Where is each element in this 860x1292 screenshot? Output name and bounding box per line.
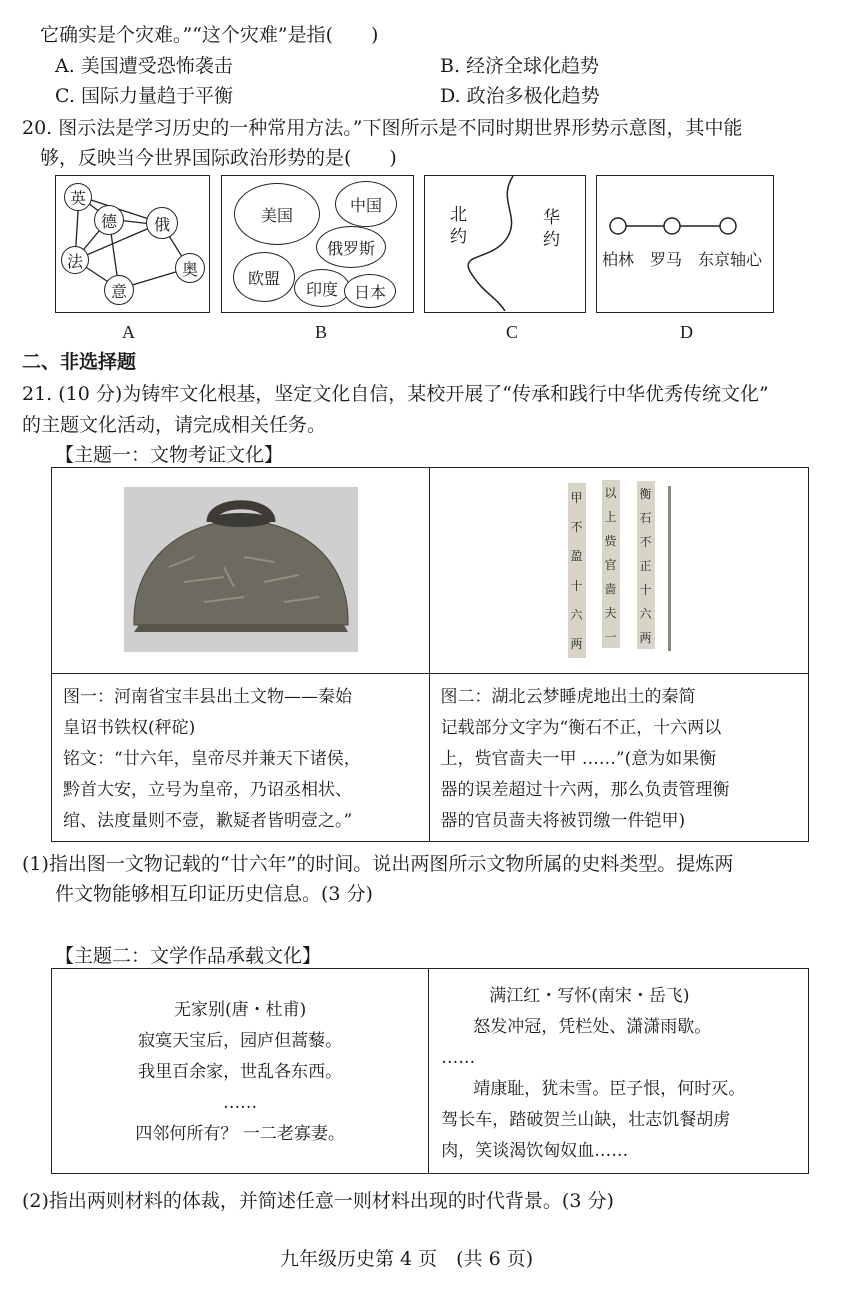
fig2-line: 记载部分文字为“衡石不正，十六两以 <box>440 718 722 738</box>
poem1-ellipsis: …… <box>223 1093 258 1113</box>
diagram-c <box>424 175 586 313</box>
circle-india: 印度 <box>294 269 350 307</box>
poem1-line: 我里百余家，世乱各东西。 <box>138 1062 343 1082</box>
circle-eu: 欧盟 <box>233 252 295 302</box>
poem1-line: 四邻何所有？ 一二老寡妻。 <box>135 1124 345 1144</box>
q20-stem-line2: 够，反映当今世界国际政治形势的是( ) <box>40 147 397 169</box>
bamboo-slips-cell <box>429 468 808 674</box>
bamboo-slip-2 <box>602 480 620 648</box>
bamboo-slip-1 <box>568 483 586 658</box>
q19-option-b: B. 经济全球化趋势 <box>440 55 600 77</box>
poem1 <box>52 969 428 1150</box>
poem2-line: 驾长车，踏破贺兰山缺，壮志饥餐胡虏 <box>441 1110 731 1130</box>
poem2-line: 肉，笑谈渴饮匈奴血…… <box>441 1141 629 1161</box>
diagram-a <box>55 175 210 313</box>
theme1-heading: 【主题一：文物考证文化】 <box>55 444 284 466</box>
section-title: 二、非选择题 <box>22 351 137 373</box>
diagram-d-caption: D <box>680 322 693 342</box>
fig1-line: 皇诏书铁权(秤砣) <box>63 718 196 738</box>
slip-char: 上 <box>604 509 617 524</box>
node-britain: 英 <box>64 183 92 211</box>
poem2-line: 靖康耻，犹未雪。臣子恨，何时灭。 <box>473 1079 746 1099</box>
node-italy: 意 <box>104 275 134 305</box>
poem2 <box>429 969 808 1167</box>
q21-stem-line2: 的主题文化活动，请完成相关任务。 <box>22 414 327 436</box>
slip-char: 六 <box>639 606 652 621</box>
slip-char: 两 <box>570 636 583 651</box>
slip-char: 不 <box>639 534 652 549</box>
fig1-caption <box>52 674 429 841</box>
poem2-cell <box>429 969 809 1174</box>
slip-char: 盈 <box>570 549 583 564</box>
fig2-caption <box>430 674 808 841</box>
slip-char: 两 <box>639 630 652 645</box>
q21-stem-line1: 21. (10 分)为铸牢文化根基，坚定文化自信，某校开展了“传承和践行中华优秀传统文化” <box>22 383 769 405</box>
poem1-cell <box>52 969 429 1174</box>
node-germany: 德 <box>94 205 124 235</box>
fig1-caption-cell <box>52 674 430 842</box>
bamboo-slip-3 <box>637 481 655 649</box>
page-footer: 九年级历史第 4 页 (共 6 页) <box>280 1248 534 1270</box>
warsaw-label-top: 华 <box>543 208 560 228</box>
diagram-a-caption: A <box>122 322 135 342</box>
fig1-line: 黔首大安，立号为皇帝，乃诏丞相状、 <box>63 780 352 800</box>
sub1-line2: 件文物能够相互印证历史信息。(3 分) <box>55 883 373 905</box>
nato-label-bottom: 约 <box>450 227 467 247</box>
q19-option-c: C. 国际力量趋于平衡 <box>55 85 233 107</box>
artifact-table <box>51 467 809 842</box>
fig1-line: 绾、法度量则不壹，歉疑者皆明壹之。” <box>63 811 353 831</box>
slip-char: 衡 <box>639 486 652 501</box>
diagram-c-caption: C <box>506 322 519 342</box>
q20-stem-line1: 20. 图示法是学习历史的一种常用方法。”下图所示是不同时期世界形势示意图，其中能 <box>22 117 743 139</box>
poem2-line: 怒发冲冠，凭栏处、潇潇雨歇。 <box>473 1017 712 1037</box>
q19-option-a: A. 美国遭受恐怖袭击 <box>55 55 233 77</box>
circle-china: 中国 <box>335 181 397 227</box>
circle-russia: 俄罗斯 <box>316 226 386 268</box>
bamboo-slips <box>430 468 808 673</box>
slip-char: 一 <box>604 629 617 644</box>
poem1-line: 寂寞天宝后，园庐但蒿藜。 <box>138 1031 343 1051</box>
fig1-line: 图一：河南省宝丰县出土文物——秦始 <box>63 687 352 707</box>
axis-chain <box>597 176 772 311</box>
slip-char: 六 <box>570 607 583 622</box>
fig2-line: 器的官员啬夫将被罚缴一件铠甲) <box>440 811 686 831</box>
poem1-title: 无家别(唐・杜甫) <box>173 1000 307 1020</box>
slip-char: 十 <box>639 582 652 597</box>
node-russia: 俄 <box>146 207 178 239</box>
node-france: 法 <box>61 246 89 274</box>
slip-char: 赀 <box>604 533 617 548</box>
node-austria: 奥 <box>175 253 205 283</box>
slip-char: 十 <box>570 578 583 593</box>
diagram-b-caption: B <box>315 322 328 342</box>
slip-char: 官 <box>604 557 617 572</box>
theme2-heading: 【主题二：文学作品承载文化】 <box>55 945 322 967</box>
q19-stem-tail: 它确实是个灾难。”“这个灾难”是指( ) <box>40 24 379 46</box>
artifact-image-cell <box>52 468 430 674</box>
sub2-line: (2)指出两则材料的体裁，并简述任意一则材料出现的时代背景。(3 分) <box>22 1190 614 1212</box>
slip-char: 正 <box>639 558 652 573</box>
diagram-c-curve <box>425 176 585 311</box>
axis-label: 柏林 罗马 东京轴心 <box>602 250 763 269</box>
fig2-line: 图二：湖北云梦睡虎地出土的秦简 <box>440 687 696 707</box>
slip-char: 石 <box>639 510 652 525</box>
nato-label-top: 北 <box>450 205 467 225</box>
fig2-line: 器的误差超过十六两，那么负责管理衡 <box>440 780 730 800</box>
poem-table <box>51 968 809 1174</box>
circle-japan: 日本 <box>344 274 396 308</box>
iron-weight-icon <box>124 487 358 652</box>
iron-weight-photo <box>124 487 358 652</box>
slip-edge <box>668 486 671 651</box>
diagram-d <box>596 175 774 313</box>
poem2-title: 满江红・写怀(南宋・岳飞) <box>489 986 690 1006</box>
warsaw-label-bottom: 约 <box>543 230 560 250</box>
slip-char: 以 <box>604 485 617 500</box>
slip-char: 啬 <box>604 581 617 596</box>
fig2-line: 上，赀官啬夫一甲 ……”(意为如果衡 <box>440 749 717 769</box>
q19-option-d: D. 政治多极化趋势 <box>440 85 600 107</box>
diagram-b <box>221 175 414 313</box>
fig2-caption-cell <box>429 674 808 842</box>
slip-char: 夫 <box>604 605 617 620</box>
sub1-line1: (1)指出图一文物记载的“廿六年”的时间。说出两图所示文物所属的史料类型。提炼两 <box>22 853 734 875</box>
slip-char: 不 <box>570 520 583 535</box>
slip-char: 甲 <box>570 491 583 506</box>
poem2-ellipsis: …… <box>441 1048 476 1068</box>
circle-usa: 美国 <box>234 183 320 245</box>
fig1-line: 铭文：“廿六年，皇帝尽并兼天下诸侯， <box>63 749 361 769</box>
